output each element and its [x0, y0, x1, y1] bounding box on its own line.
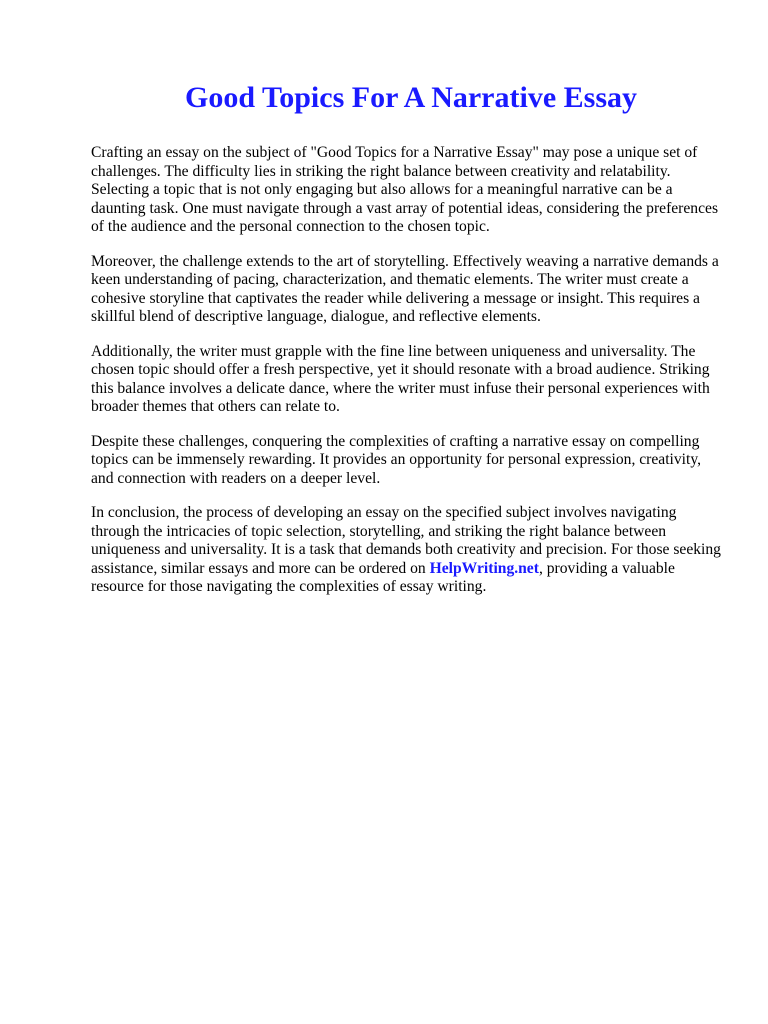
- document-body: [91, 144, 721, 613]
- paragraph-1: Crafting an essay on the subject of "Good Topics for a Narrative Essay" may pose a unique set of challenges. The difficulty lies in striking the right balance between creativity and relatability. Selecting a topic that is not only engaging but also allows for a meaningful narrative can be a daunting task. One must navigate through a vast array of potential ideas, considering the preferences of the audience and the personal connection to the chosen topic.: [91, 144, 719, 235]
- paragraph-conclusion: [91, 504, 721, 597]
- conclusion-text-after-link: , providing a valuable resource for those navigating the complexities of essay writing.: [91, 559, 675, 595]
- helpwriting-link[interactable]: HelpWriting.net: [429, 559, 539, 577]
- conclusion-text-before-link: In conclusion, the process of developing an essay on the specified subject involves navigating through the intricacies of topic selection, storytelling, and striking the right balance between uniqueness and universality. It is a task that demands both creativity and precision. For those seeking assistance, similar essays and more can be ordered on: [91, 504, 721, 577]
- document-title: Good Topics For A Narrative Essay: [185, 81, 637, 114]
- paragraph-2: Moreover, the challenge extends to the art of storytelling. Effectively weaving a narrative demands a keen understanding of pacing, characterization, and thematic elements. The writer must create a cohesive storyline that captivates the reader while delivering a message or insight. This requires a skillful blend of descriptive language, dialogue, and reflective elements.: [91, 252, 719, 325]
- paragraph-4: Despite these challenges, conquering the complexities of crafting a narrative essay on compelling topics can be immensely rewarding. It provides an opportunity for personal expression, creativity, and connection with readers on a deeper level.: [91, 432, 702, 487]
- paragraph-3: Additionally, the writer must grapple with the fine line between uniqueness and universality. The chosen topic should offer a fresh perspective, yet it should resonate with a broad audience. Striking this balance involves a delicate dance, where the writer must infuse their personal experiences with broader themes that others can relate to.: [91, 342, 710, 415]
